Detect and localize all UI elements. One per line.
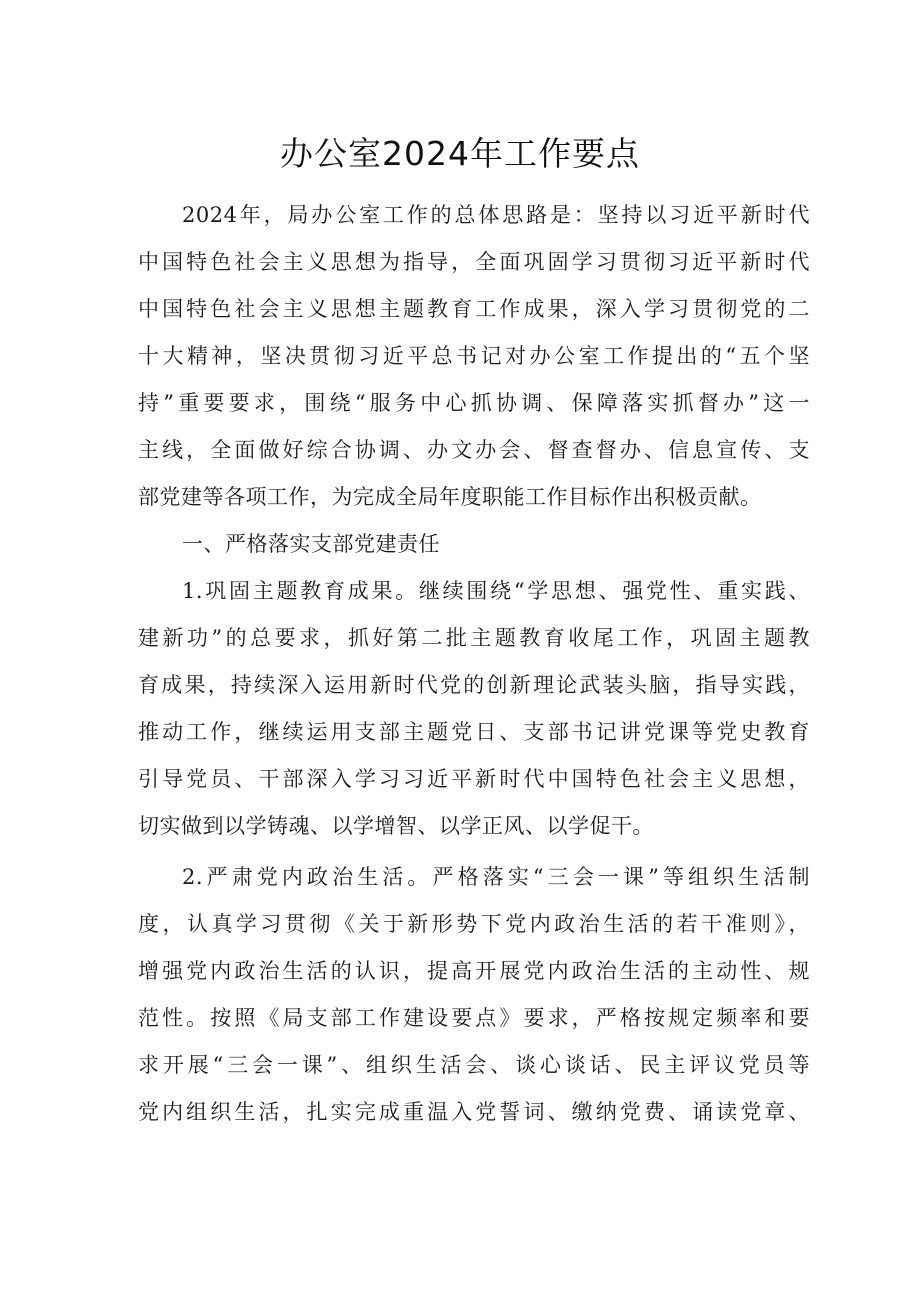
- paragraph-line: 育成果，持续深入运用新时代党的创新理论武装头脑，指导实践，: [138, 673, 810, 697]
- section-heading: [138, 521, 810, 568]
- item-1-paragraph: [138, 568, 810, 850]
- intro-paragraph: [138, 192, 810, 521]
- paragraph-line: 求开展“三会一课”、组织生活会、谈心谈话、民主评议党员等: [138, 1053, 810, 1077]
- paragraph-line: 2.严肃党内政治生活。严格落实“三会一课”等组织生活制: [182, 865, 810, 889]
- section-heading-text: 一、严格落实支部党建责任: [182, 532, 440, 556]
- paragraph-line: 建新功”的总要求，抓好第二批主题教育收尾工作，巩固主题教: [138, 626, 810, 650]
- paragraph-line: 持”重要要求，围绕“服务中心抓协调、保障落实抓督办”这一: [138, 391, 810, 415]
- paragraph-line: 党内组织生活，扎实完成重温入党誓词、缴纳党费、诵读党章、: [138, 1100, 810, 1124]
- paragraph-line: 中国特色社会主义思想主题教育工作成果，深入学习贯彻党的二: [138, 297, 810, 321]
- paragraph-line: 1.巩固主题教育成果。继续围绕“学思想、强党性、重实践、: [182, 579, 810, 603]
- paragraph-line: 2024年，局办公室工作的总体思路是：坚持以习近平新时代: [182, 203, 810, 227]
- paragraph-line: 度，认真学习贯彻《关于新形势下党内政治生活的若干准则》，: [138, 912, 810, 936]
- document-body: [138, 192, 810, 1136]
- paragraph-line: 部党建等各项工作，为完成全局年度职能工作目标作出积极贡献。: [138, 485, 762, 509]
- paragraph-line: 增强党内政治生活的认识，提高开展党内政治生活的主动性、规: [138, 959, 810, 983]
- paragraph-line: 推动工作，继续运用支部主题党日、支部书记讲党课等党史教育: [138, 720, 810, 744]
- paragraph-line: 切实做到以学铸魂、以学增智、以学正风、以学促干。: [138, 814, 654, 838]
- paragraph-line: 范性。按照《局支部工作建设要点》要求，严格按规定频率和要: [138, 1006, 810, 1030]
- document-title: 办公室2024年工作要点: [280, 134, 640, 173]
- paragraph-line: 主线，全面做好综合协调、办文办会、督查督办、信息宣传、支: [138, 438, 810, 462]
- paragraph-line: 十大精神，坚决贯彻习近平总书记对办公室工作提出的“五个坚: [138, 344, 810, 368]
- paragraph-line: 引导党员、干部深入学习习近平新时代中国特色社会主义思想，: [138, 767, 810, 791]
- paragraph-line: 中国特色社会主义思想为指导，全面巩固学习贯彻习近平新时代: [138, 250, 810, 274]
- item-2-paragraph: [138, 854, 810, 1136]
